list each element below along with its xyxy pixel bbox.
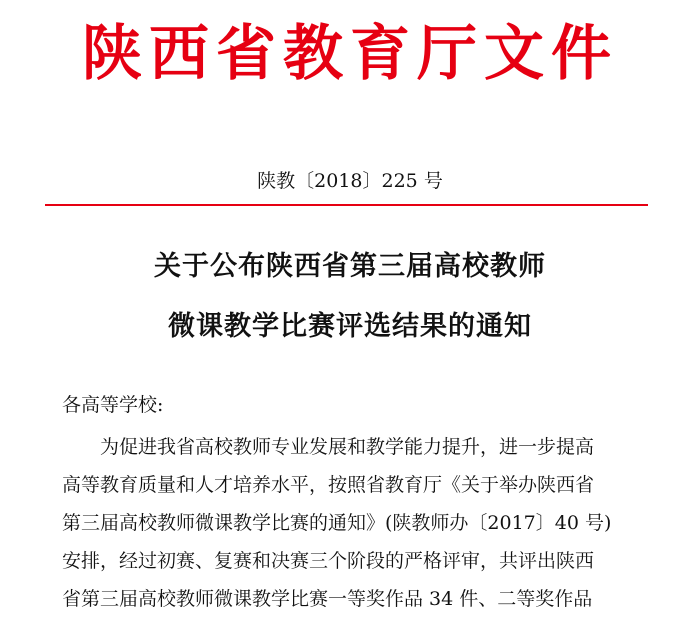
notice-title-line-2: 微课教学比赛评选结果的通知 bbox=[168, 311, 532, 342]
document-number: 陕教〔2018〕225 号 bbox=[257, 170, 443, 192]
body-line: 为促进我省高校教师专业发展和教学能力提升，进一步提高 bbox=[100, 436, 595, 458]
body-line: 安排，经过初赛、复赛和决赛三个阶段的严格评审，共评出陕西 bbox=[62, 550, 595, 572]
body-line: 高等教育质量和人才培养水平，按照省教育厅《关于举办陕西省 bbox=[62, 474, 595, 496]
body-text bbox=[62, 432, 662, 622]
document-header-title: 陕西省教育厅文件 bbox=[82, 19, 618, 89]
salutation: 各高等学校: bbox=[62, 394, 164, 416]
notice-title-line-1: 关于公布陕西省第三届高校教师 bbox=[154, 251, 546, 282]
header-divider bbox=[45, 204, 648, 206]
body-line: 第三届高校教师微课教学比赛的通知》(陕教师办〔2017〕40 号) bbox=[62, 512, 612, 534]
body-line: 省第三届高校教师微课教学比赛一等奖作品 34 件、二等奖作品 bbox=[62, 588, 593, 610]
